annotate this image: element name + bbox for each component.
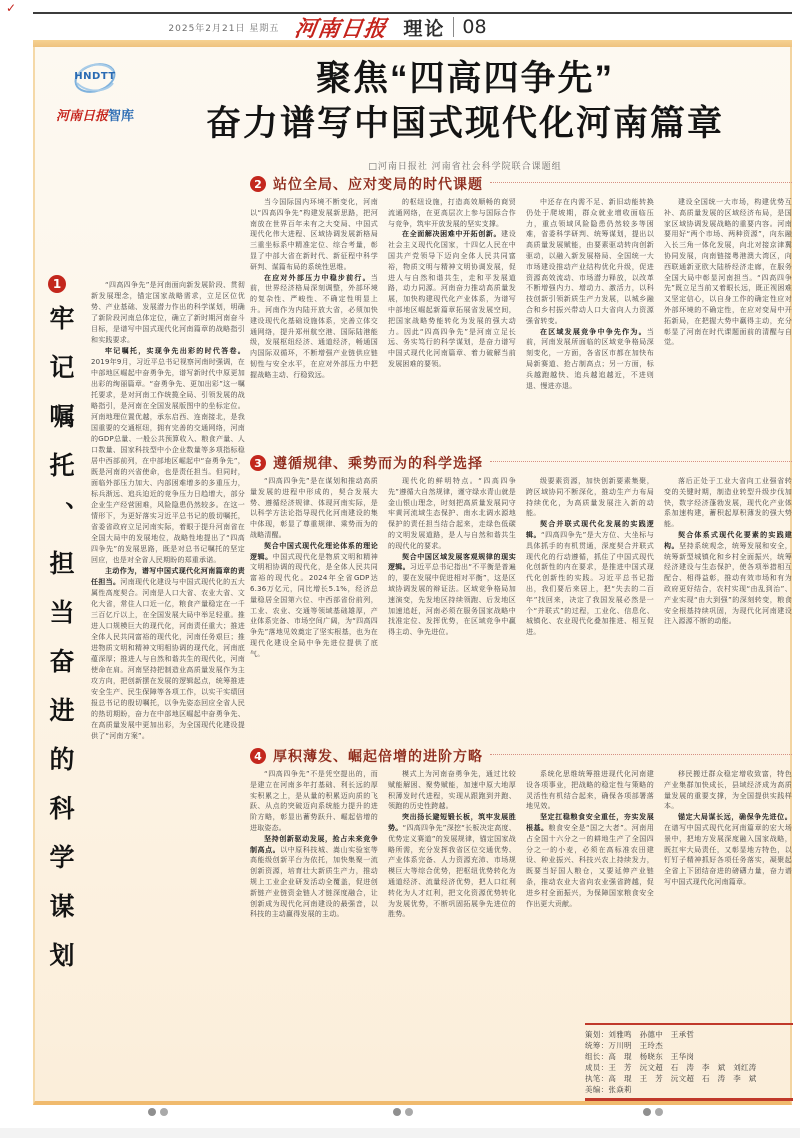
- section-1: [45, 275, 245, 1047]
- section-2-columns: [250, 197, 792, 445]
- logo-name-blue: 智库: [108, 109, 135, 124]
- logo-name-red: 河南日报: [55, 108, 108, 123]
- section-1-vertical-title: 牢记嘱托、担当奋进的科学谋划: [46, 305, 74, 991]
- section-4-columns: [250, 769, 792, 1043]
- dot-icon: [643, 1108, 651, 1116]
- dot-icon: [405, 1108, 413, 1116]
- section-1-body: “四高四争先”是河南面向新发展阶段、贯彻新发展理念，锚定国家战略需求，立足区位优势、产业基础、发展潜力作出的科学谋划，明确了新阶段河南总体定位，确立了新时期河南奋斗目标，是谱写中国式现代化河南篇章的战略指引和实践要求。 牢记嘱托，实现争先出彩的时代答卷。2019年9月，习近平总书记视察河南时强调，在中部地区崛起中奋勇争先，谱写新时代中原更加出彩的绚丽篇章。“奋勇争先、更加出彩”这一嘱托要求，是对河南工作统揽全局、引领发展的战略指引，是河南在全国发展版图中的坐标定位。河南地理位置优越，承东启西、连南接北，是我国重要的交通枢纽，拥有完善的交通网络，河南的GDP总量、一般公共预算收入、粮食产量、人口数量、国家科技型中小企业数量等多项指标稳居中西部前列，在中部地区崛起中“奋勇争先”，既是河南的兴省使命，也是责任担当。但同时，面临外部压力加大、内部困难增多的多重压力，标兵渐远、追兵迫近的竞争压力日趋增大，部分企业生产经营困难，风险隐患仍然较多。在这一情形下，为更好落实习近平总书记的殷切嘱托，省委省政府立足河南实际，着眼于提升河南省在全国大局中的发展地位，战略性地提出了“四高四争先”的发展思路，既是对总书记嘱托的坚定回应，也是对全省人民期盼的郑重承诺。 主动作为，谱写中国式现代化河南篇章的责任担当。河南现代化建设与中国式现代化的五大属性高度契合。河南是人口大省、农业大省、文化大省，常住人口近一亿，粮食产量稳定在一千三百亿斤以上，在全国发展大局中举足轻重。推进人口规模巨大的现代化，河南责任重大；推进全体人民共同富裕的现代化，河南任务艰巨；推进物质文明和精神文明相协调的现代化，河南底蕴深厚；推进人与自然和谐共生的现代化，河南使命在肩。河南坚持把制造业高质量发展作为主攻方向，把创新摆在发展的逻辑起点，统筹推进安全生产、民生保障等各项工作，以实干实绩回报总书记的殷切嘱托，以争先姿态回应全省人民的热切期盼，奋力在中部地区崛起中奋勇争先、在高质量发展中更加出彩，为全国现代化建设提供了“河南方案”。: [91, 281, 245, 740]
- section-3-col-4: 落后正处于工业大省向工业强省转变的关键时期，制造业转型升级步伐加快，数字经济蓬勃发展，现代化产业体系加速构建，蓄积起厚积薄发的强大势能。 契合体系式现代化要素的实践建构。坚持系统观念，统筹发展和安全，统筹新型城镇化和乡村全面振兴，统筹经济建设与生态保护，使各项举措相互配合、相得益彰，推动有效市场和有为政府更好结合，农村实现“由乱到治”、产业实现“由大到强”的深刻转变，粮食安全根基持续巩固，为现代化河南建设注入源源不断的动能。: [664, 477, 792, 626]
- section-2-header: [250, 174, 792, 194]
- newspaper-masthead: 河南日报: [293, 15, 389, 41]
- dotted-leader: [490, 461, 792, 462]
- section-3-title: 遵循规律、乘势而为的科学选择: [273, 456, 483, 472]
- article-headline: [147, 57, 783, 172]
- dot-icon: [160, 1108, 168, 1116]
- publication-date: 2025年2月21日 星期五: [168, 23, 280, 34]
- section-3-col-3: 级要素资源，加快创新要素集聚，跨区域协同不断深化，推动生产力布局持续优化，为高质量发展注入新的动能。 契合并联式现代化发展的实践逻辑。“四高四争先”是大方位、大坐标与具体抓手的有机贯通，深度契合并联式现代化的行动遵循，抓住了中国式现代化创新性的内在要求，是推进中国式现代化创新性的实践。习近平总书记指出，我们要后来居上，把“失去的二百年”找回来，决定了我国发展必然是一个“并联式”的过程，工业化、信息化、城镇化、农业现代化叠加推进、相互促进。: [526, 477, 654, 637]
- section-4-col-1: “四高四争先”不是凭空提出的，而是建立在河南多年打基础、利长远的厚实积累之上，是从量的积累迈向质的飞跃、从点的突破迈向系统能力提升的进阶方略，彰显出蓄势跃升、崛起倍增的进取姿态。 坚持创新驱动发展，抢占未来竞争制高点。以中原科技城、嵩山实验室等高能级创新平台为依托，加快集聚一流创新资源，培育壮大新质生产力，推动规上工业企业研发活动全覆盖，促进创新链产业链资金链人才链深度融合，让创新成为现代化河南建设的最强音，以科技的主动赢得发展的主动。: [250, 770, 378, 919]
- section-4-title: 厚积薄发、崛起倍增的进阶方略: [273, 749, 483, 765]
- credits-lines: 策划：刘雅鸣 孙德中 王承哲 统筹：万川明 王玲杰 组长：高 琨 杨晓东 王华岗 成员：王 芳 沅文超 石 涛 李 斌 刘红涛 执笔：高 琨 王 芳 沅文超 石 涛 李 斌 美编：张焱莉: [585, 1030, 757, 1094]
- section-2-col-1: 当今国际国内环境不断变化，河南以“四高四争先”构建发展新思路，把河南放在世界百年未有之大变局、中国式现代化伟大进程、区域协调发展新格局三重坐标系中精准定位、综合考量，彰显了中部大省在新时代、新征程中科学研判、谋篇布局的系统性思维。 在应对外部压力中稳步前行。当前，世界经济格局深刻调整，外部环境的复杂性、严峻性、不确定性明显上升。河南作为内陆开放大省，必须加快建设现代化基础设施体系，完善立体交通网络，提升郑州航空港、国际陆港能级，发展枢纽经济、通道经济，畅通国内国际双循环，不断增强产业链供应链韧性与安全水平，在应对外部压力中把握战略主动、行稳致远。: [250, 198, 378, 379]
- viewer-watermark-icon: ✓: [6, 1, 17, 15]
- section-2-col-2: 的枢纽设施，打造高效顺畅的商贸流通网络，在更高层次上参与国际合作与竞争，筑牢开放发展的坚实支撑。 在全面解决困难中开拓创新。建设社会主义现代化国家，十四亿人民在中国共产党领导下迈向全体人民共同富裕，物质文明与精神文明协调发展，促进人与自然和谐共生，走和平发展道路，动力同源。河南奋力推动高质量发展，加快构建现代化产业体系，为谱写中部地区崛起新篇章拓展省发展空间，把国家战略势能转化为发展的强大动力。因此“四高四争先”是河南立足长远、务实笃行的科学谋划，是奋力谱写中国式现代化河南篇章、着力破解当前发展困难的要领。: [388, 198, 516, 368]
- section-3-number-badge: 3: [250, 455, 266, 471]
- page-dots-center: [393, 1108, 413, 1116]
- dotted-leader: [490, 182, 792, 183]
- section-3-col-1: “四高四争先”是在谋划和推动高质量发展的进程中形成的，契合发展大势、遵循经济规律、体现河南实际，是以科学方法论指导现代化河南建设的集中体现，彰显了尊重规律、乘势而为的战略清醒。 契合中国式现代化理论体系的理论逻辑。中国式现代化是物质文明和精神文明相协调的现代化，是全体人民共同富裕的现代化。2024年全省GDP达6.36万亿元，同比增长5.1%，经济总量稳居全国第六位、中西部省份前列，工业、农业、交通等领域基础雄厚，产业体系完备、市场空间广阔，为“四高四争先”落地见效奠定了坚实根基，也为在现代化建设全局中争先进位提供了底气。: [250, 477, 378, 658]
- section-name: 理论: [403, 17, 446, 40]
- section-3-col-2: 现代化的鲜明特点。“四高四争先”遵循大自然规律，谨守绿水青山就是金山银山理念，时刻把高质量发展同守牢黄河流域生态保护、南水北调水源地保护的责任担当结合起来，走绿色低碳的文明发展道路，是人与自然和谐共生的现代化的要求。 契合中国区域发展客观规律的现实逻辑。习近平总书记指出“不平衡是普遍的，要在发展中促进相对平衡”，这是区域协调发展的辩证法。区域竞争格局加速演变，先发地区持续领跑、后发地区加速追赶，河南必须在服务国家战略中找准定位、发挥优势，在区域竞争中赢得主动、争先进位。: [388, 477, 516, 637]
- section-4-col-2: 模式上为河南奋勇争先，通过比较赋能解困、聚势赋能，加速中原大地厚积薄发时代进程，实现从跟跑到并跑、领跑的历史性跨越。 突出扬长避短锻长板，筑牢发展胜势。“四高四争先”深挖“长板决定高度、优势定义赛道”的发展规律，锚定国家战略所需，充分发挥我省区位交通优势、产业体系完备、人力资源充沛、市场规模巨大等综合优势，把枢纽优势转化为通道经济、流量经济优势，把人口红利转化为人才红利，把文化资源优势转化为发展优势，不断巩固拓展争先进位的胜势。: [388, 770, 516, 919]
- section-2-col-3: 中还存在内需不足、新旧动能转换仍处于爬坡期，群众就业增收面临压力，重点领域风险隐患仍然较多等困难，省委科学研判、统筹谋划，提出以高质量发展赋能，由要素驱动转向创新驱动，以融入新发展格局、全国统一大市场建设推动产业结构优化升级，促进资源高效流动、市场潜力释放，以改革不断增强内力、增动力、激活力，以科技创新引领新质生产力发展，以城乡融合和乡村振兴带动人口大省向人力资源强省转变。 在区域发展竞争中争先作为。当前，河南发展所面临的区域竞争格局深刻变化，一方面，各省区市都在加快布局新赛道、抢占制高点；另一方面，标兵越跑越快、追兵越追越近，不进则退、慢进亦退。: [526, 198, 654, 390]
- credits-bottom-rule: [585, 1098, 793, 1101]
- credits-box: [585, 1023, 793, 1101]
- headline-line2: 奋力谱写中国式现代化河南篇章: [205, 103, 724, 143]
- section-2-title: 站位全局、应对变局的时代课题: [273, 177, 483, 193]
- section-4-col-4: 移民搬迁群众稳定增收致富，特色产业集群加快成长，县域经济成为高质量发展的重要支撑，为全国提供实践样本。 锚定大局谋长远，确保争先进位。在谱写中国式现代化河南篇章的宏大场景中，把地方发展深度融入国家战略，既扛牢大局责任，又彰显地方特色，以钉钉子精神抓好各项任务落实，凝聚起全省上下团结奋进的磅礴力量，奋力谱写中国式现代化河南篇章。: [664, 770, 792, 886]
- dotted-leader: [490, 754, 792, 755]
- dot-icon: [393, 1108, 401, 1116]
- section-3-header: [250, 453, 792, 473]
- thinktank-logo: [47, 55, 143, 124]
- section-4-header: [250, 746, 792, 766]
- headline-line1: 聚焦“四高四争先”: [315, 59, 614, 98]
- dot-icon: [655, 1108, 663, 1116]
- page-dots-right: [643, 1108, 663, 1116]
- byline: □河南日报社 河南省社会科学院联合课题组: [368, 161, 562, 172]
- section-divider: [453, 17, 454, 37]
- newspaper-page: [33, 47, 792, 1105]
- section-2-col-4: 建设全国统一大市场，构建优势互补、高质量发展的区域经济布局，是国家区域协调发展战略的重要内容。河南要用好“两个市场、两种资源”，向东融入长三角一体化发展，向北对接京津冀协同发展，向南链接粤港澳大湾区，向西联通新亚欧大陆桥经济走廊，在服务全国大局中彰显河南担当。“四高四争先”既立足当前又着眼长远，既正视困难又坚定信心，以自身工作的确定性应对外部环境的不确定性，在应对变局中开拓新局，在把握大势中赢得主动，充分彰显了河南在时代课题面前的清醒与自觉。: [664, 198, 792, 347]
- section-4-number-badge: 4: [250, 748, 266, 764]
- section-and-page: [403, 14, 486, 41]
- logo-abbr: HNDTT: [74, 71, 116, 82]
- bottom-strip: [0, 1128, 800, 1138]
- section-4-col-3: 系统化思维统筹推进现代化河南建设各项事业，把战略的稳定性与策略的灵活性有机结合起来，确保各项部署落地见效。 坚定扛稳粮食安全重任，夯实发展根基。粮食安全是“国之大者”。河南用占全国十六分之一的耕地生产了全国四分之一的小麦，必须在高标准农田建设、种业振兴、科技兴农上持续发力，既要当好国人粮仓，又要延伸产业链条，推动农业大省向农业强省跨越，促进乡村全面振兴，为保障国家粮食安全作出更大贡献。: [526, 770, 654, 908]
- section-2-number-badge: 2: [250, 176, 266, 192]
- page-number: 08: [462, 16, 487, 38]
- masthead-strip: [33, 14, 792, 40]
- section-1-number-badge: 1: [48, 275, 66, 293]
- logo-name: [47, 105, 143, 124]
- page-top-edge: [33, 40, 792, 47]
- dot-icon: [148, 1108, 156, 1116]
- section-3-columns: [250, 476, 792, 736]
- page-dots-left: [148, 1108, 168, 1116]
- globe-icon: [72, 55, 118, 101]
